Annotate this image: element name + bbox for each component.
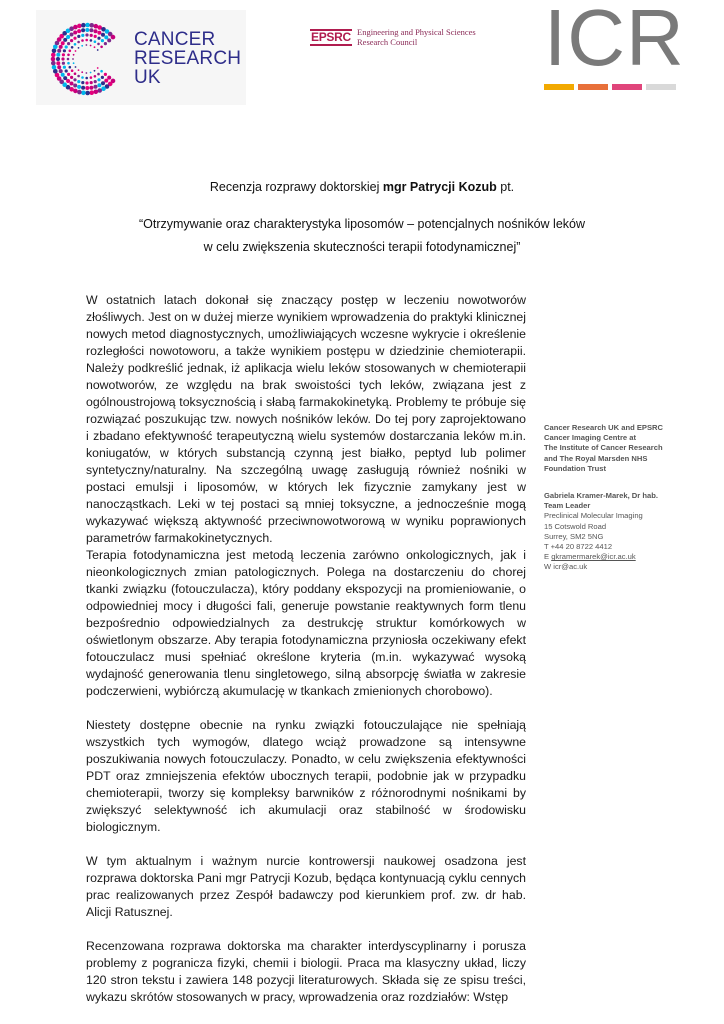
detail-line-1: Preclinical Molecular Imaging	[544, 511, 643, 521]
epsrc-mark: EPSRC	[311, 30, 351, 44]
email-prefix: E	[544, 552, 552, 562]
icr-bar-orange	[578, 84, 608, 90]
review-title-suffix: pt.	[496, 180, 515, 194]
org-line-3: The Institute of Cancer Research	[544, 443, 663, 453]
cruk-wordmark	[134, 30, 241, 87]
epsrc-name-line-2: Research Council	[357, 37, 418, 47]
letterhead-sidebar	[544, 423, 704, 573]
person-role: Team Leader	[544, 501, 591, 511]
org-line-2: Cancer Imaging Centre at	[544, 433, 636, 443]
detail-line-2: 15 Cotswold Road	[544, 521, 607, 531]
cancer-research-uk-logo	[36, 10, 246, 105]
cruk-line-3: UK	[134, 67, 161, 88]
web-line[interactable]: W icr@ac.uk	[544, 562, 588, 572]
thesis-title-line-1: “Otrzymywanie oraz charakterystyka liposomów – potencjalnych nośników leków	[138, 217, 585, 231]
epsrc-name-line-1: Engineering and Physical Sciences	[357, 27, 476, 37]
cruk-line-1: CANCER	[134, 29, 216, 50]
review-title-prefix: Recenzja rozprawy doktorskiej	[209, 180, 383, 194]
review-title	[0, 180, 724, 194]
cancer-research-uk-c-icon	[46, 18, 128, 100]
epsrc-name	[357, 27, 476, 47]
paragraph-3: Niestety dostępne obecnie na rynku związki fotouczulające nie spełniają wszystkich tych wymogów, dlatego wciąż prowadzone są intensywne poszukiwania nowych fotouczulaczy. Ponadto, w celu zwiększenia efektywności PDT oraz zmniejszenia efektów ubocznych terapii, podobnie jak w przypadku chemioterapii, tworzy się kompleksy barwników z różnorodnymi nośnikami by zwiększyć selektywność ich akumulacji oraz stabilność w środowisku biologicznym.	[86, 718, 526, 834]
icr-bar-yellow	[544, 84, 574, 90]
icr-wordmark: ICR	[544, 0, 685, 82]
review-body	[86, 292, 526, 1006]
paragraph-1: W ostatnich latach dokonał się znaczący postęp w leczeniu nowotworów złośliwych. Jest on w dużej mierze wynikiem wprowadzenia do praktyki klinicznej nowych metod diagnostycznych, umożliwiających wczesne wykrycie i określenie rozległości nowotoworu, a także wynikiem postępu w dziedzinie chemioterapii. Należy podkreślić jednak, iż aplikacja wielu leków stosowanych w chemioterapii nowotworów, ze względu na brak swoistości tych leków, związana jest z ogólnoustrojową toksycznością i słabą farmakokinetyką. Problemy te próbuje się rozwiązać poszukując tzw. nowych nośników leków. Do tej pory zaprojektowano i zbadano efektywność terapeutyczną wielu systemów dostarczania leków m.in. koniugatów, w których substancją czynną jest białko, peptyd lub polimer syntetyczny/naturalny. Na szczególną uwagę zasługują również nośniki w postaci emulsji i liposomów, w których lek fizycznie zamykany jest w nanocząstkach. Leki w tej postaci są mniej toksyczne, a jednocześnie mogą wykazywać większą aktywność przeciwnowotworową w wyniku poprawionych parametrów farmakokinetycznych.	[86, 293, 526, 545]
candidate-name: mgr Patrycji Kozub	[382, 180, 497, 194]
icr-bar-grey	[646, 84, 676, 90]
detail-line-4: T +44 20 8722 4412	[544, 542, 613, 552]
icr-bar-pink	[612, 84, 642, 90]
org-line-4: and The Royal Marsden NHS	[544, 453, 648, 463]
paragraph-5: Recenzowana rozprawa doktorska ma charakter interdyscyplinarny i porusza problemy z pogranicza fizyki, chemii i biologii. Praca ma klasyczny układ, liczy 120 stron tekstu i zawiera 148 pozycji literaturowych. Składa się ze spisu treści, wykazu skrótów stosowanych w pracy, wprowadzenia oraz rozdziałów: Wstęp	[86, 939, 526, 1004]
paragraph-4: W tym aktualnym i ważnym nurcie kontrowersji naukowej osadzona jest rozprawa doktorska Pani mgr Patrycji Kozub, będąca kontynuacją cyklu cennych prac realizowanych przez Zespół badawczy pod kierunkiem prof. zw. dr hab. Alicji Ratusznej.	[86, 854, 526, 919]
thesis-title-line-2: w celu zwiększenia skuteczności terapii fotodynamicznej”	[203, 240, 521, 254]
icr-logo	[544, 0, 685, 94]
org-line-1: Cancer Research UK and EPSRC	[544, 423, 664, 432]
org-line-5: Foundation Trust	[544, 463, 607, 473]
cruk-line-2: RESEARCH	[134, 48, 242, 69]
email-link[interactable]: gkramermarek@icr.ac.uk	[551, 552, 636, 562]
email-line	[544, 552, 704, 562]
paragraph-2: Terapia fotodynamiczna jest metodą leczenia zarówno onkologicznych, jak i nieonkologicznych zmian patologicznych. Polega na dostarczeniu do chorej tkanki związku (fotouczulacza), który poddany ekspozycji na promieniowanie, o odpowiedniej mocy i długości fali, generuje powstanie reaktywnych form tlenu bezpośrednio odpowiedzialnych za destrukcję struktur komórkowych w oświetlonym obszarze. Aby terapia fotodynamiczna przyniosła oczekiwany efekt fotouczulacz musi spełniać określone kryteria (m.in. wykazywać wysoką wydajność generowania tlenu singletowego, silną absorpcję światła w zakresie podczerwieni, wybiórczą akumulację w tkankach zmienionych chorobowo).	[86, 548, 526, 698]
person-name: Gabriela Kramer-Marek, Dr hab.	[544, 491, 658, 501]
detail-line-3: Surrey, SM2 5NG	[544, 531, 604, 541]
